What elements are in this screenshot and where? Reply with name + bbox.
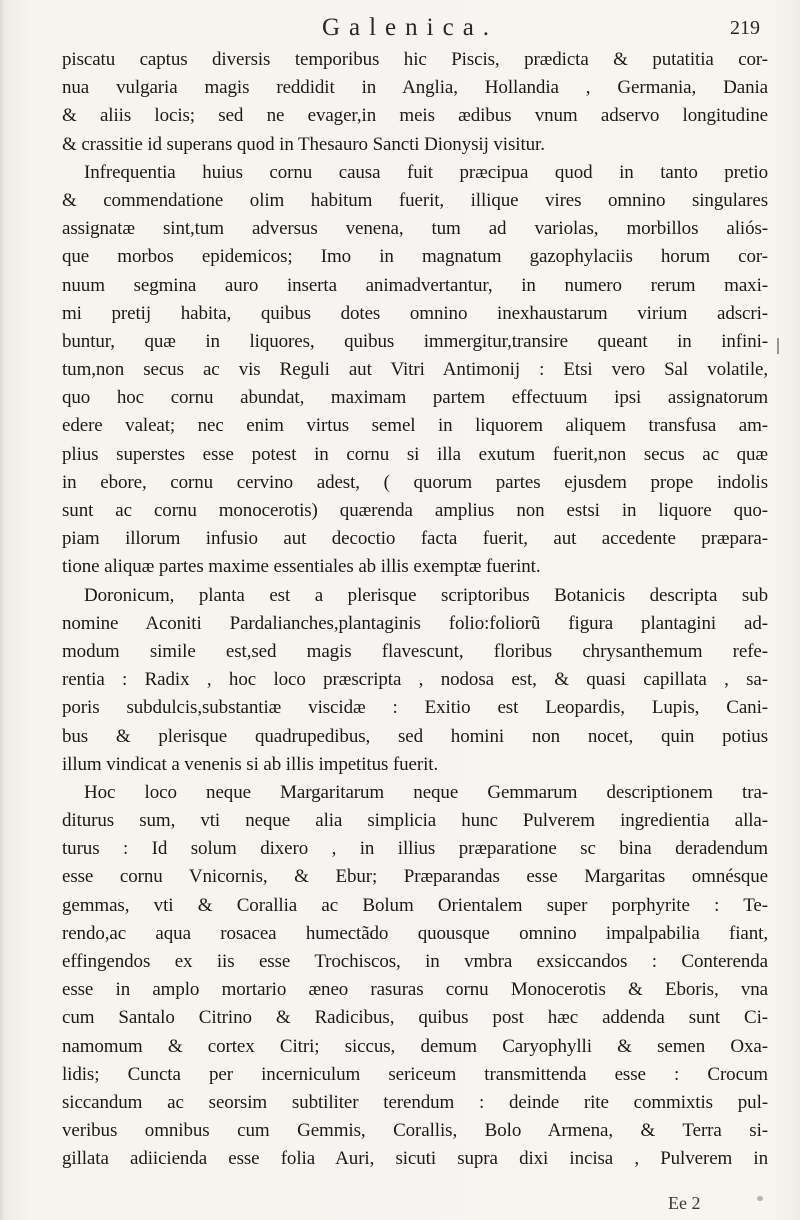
text-line: & commendatione olim habitum fuerit, illique vires omnino singulares — [62, 189, 768, 211]
text-line: bus & plerisque quadrupedibus, sed homini non nocet, quin potius — [62, 725, 768, 747]
text-line: plius superstes esse potest in cornu si illa exutum fuerit,non secus ac quæ — [62, 443, 768, 465]
page-number: 219 — [730, 17, 760, 39]
text-line: piam illorum infusio aut decoctio facta fuerit, aut accedente præpara- — [62, 528, 768, 550]
text-line: Infrequentia huius cornu causa fuit præcipua quod in tanto pretio — [84, 161, 768, 183]
text-line: namomum & cortex Citri; siccus, demum Caryophylli & semen Oxa- — [62, 1035, 768, 1057]
text-line: esse cornu Vnicornis, & Ebur; Præparandas esse Margaritas omnésque — [62, 866, 768, 888]
text-line: gemmas, vti & Corallia ac Bolum Orientalem super porphyrite : Te- — [62, 894, 768, 916]
page-gutter-shadow — [0, 0, 5, 1220]
text-line: rendo,ac aqua rosacea humectãdo quousque omnino impalpabilia fiant, — [62, 922, 768, 944]
text-line: turus : Id solum dixero , in illius præparatione sc bina deradendum — [62, 838, 768, 860]
text-line: sunt ac cornu monocerotis) quærenda amplius non estsi in liquore quo- — [62, 500, 768, 521]
text-line: Hoc loco neque Margaritarum neque Gemmarum descriptionem tra- — [84, 781, 768, 803]
text-line: modum simile est,sed magis flavescunt, floribus chrysanthemum refe- — [62, 640, 768, 662]
running-head — [60, 14, 760, 44]
text-line: cum Santalo Citrino & Radicibus, quibus post hæc addenda sunt Ci- — [62, 1007, 768, 1029]
text-line: Doronicum, planta est a plerisque scriptoribus Botanicis descripta sub — [84, 584, 768, 606]
text-line: nuum segmina auro inserta animadvertantur, in numero rerum maxi- — [62, 274, 768, 296]
text-line: nomine Aconiti Pardalianches,plantaginis folio:foliorũ figura plantagini ad- — [62, 612, 768, 634]
text-line: rentia : Radix , hoc loco præscripta , nodosa est, & quasi capillata , sa- — [62, 669, 768, 691]
text-body — [62, 46, 768, 1174]
text-line: & aliis locis; sed ne evager,in meis ædibus vnum adservo longitudine — [62, 105, 768, 127]
text-line: assignatæ sint,tum adversus venena, tum ad variolas, morbillos aliós- — [62, 218, 768, 240]
text-line: buntur, quæ in liquores, quibus immergitur,transire queant in infini- — [62, 330, 768, 352]
text-line: nua vulgaria magis reddidit in Anglia, Hollandia , Germania, Dania — [62, 77, 768, 99]
margin-mark — [777, 338, 779, 354]
text-line: in ebore, cornu cervino adest, ( quorum partes ejusdem prope indolis — [62, 471, 768, 493]
text-line: & crassitie id superans quod in Thesauro Sancti Dionysij visitur. — [62, 133, 545, 155]
text-line: piscatu captus diversis temporibus hic Piscis, prædicta & putatitia cor- — [62, 49, 768, 70]
paper-speck — [757, 1196, 763, 1201]
text-line: esse in amplo mortario æneo rasuras cornu Monocerotis & Eboris, vna — [62, 979, 768, 1001]
text-line: edere valeat; nec enim virtus semel in liquorem aliquem transfusa am- — [62, 415, 768, 437]
text-line: tum,non secus ac vis Reguli aut Vitri Antimonij : Etsi vero Sal volatile, — [62, 359, 768, 381]
running-title: Galenica. — [321, 14, 499, 41]
text-line: lidis; Cuncta per incerniculum sericeum transmittenda esse : Crocum — [62, 1063, 768, 1085]
text-line: siccandum ac seorsim subtiliter terendum : deinde rite commixtis pul- — [62, 1091, 768, 1113]
catchword: Ee 2 — [668, 1193, 701, 1213]
text-line: illum vindicat a venenis si ab illis impetitus fuerit. — [62, 753, 439, 775]
text-line: quo hoc cornu abundat, maximam partem effectuum ipsi assignatorum — [62, 387, 768, 409]
text-line: effingendos ex iis esse Trochiscos, in vmbra exsiccandos : Conterenda — [62, 951, 768, 972]
text-line: gillata adiicienda esse folia Auri, sicuti supra dixi incisa , Pulverem in — [62, 1148, 768, 1170]
text-line: diturus sum, vti neque alia simplicia hunc Pulverem ingredientia alla- — [62, 810, 768, 832]
text-line: tione aliquæ partes maxime essentiales ab illis exemptæ fuerint. — [62, 556, 541, 578]
text-line: poris subdulcis,substantiæ viscidæ : Exitio est Leopardis, Lupis, Cani- — [62, 697, 768, 719]
text-line: mi pretij habita, quibus dotes omnino inexhaustarum virium adscri- — [62, 302, 768, 324]
text-line: que morbos epidemicos; Imo in magnatum gazophylaciis horum cor- — [62, 246, 768, 268]
text-line: veribus omnibus cum Gemmis, Corallis, Bolo Armena, & Terra si- — [62, 1120, 768, 1142]
